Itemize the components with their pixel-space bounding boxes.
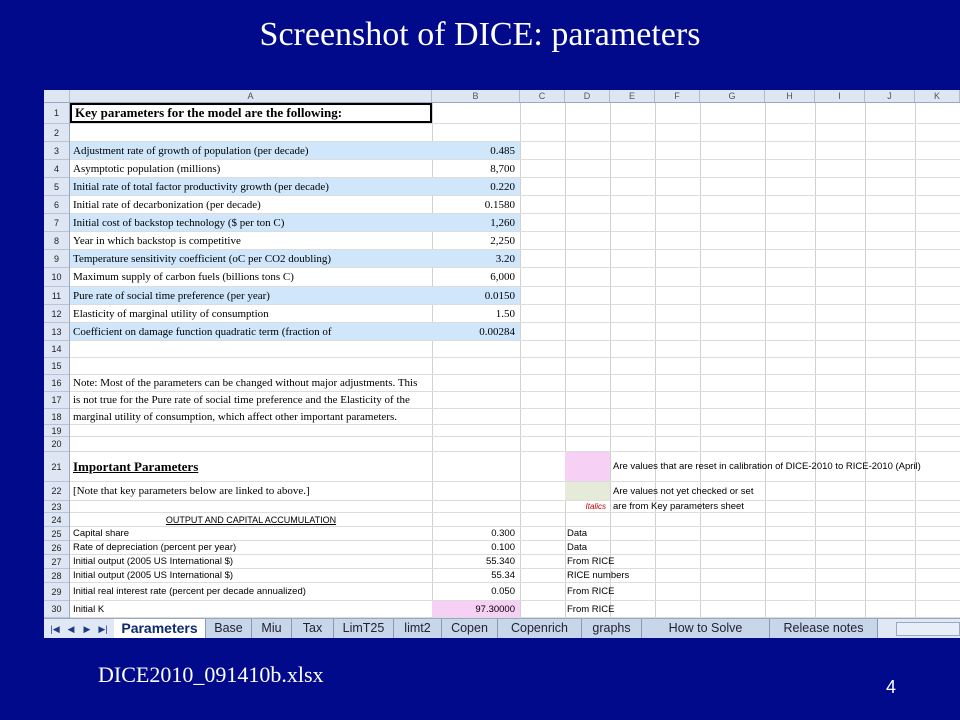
last-sheet-icon[interactable]: ▶| <box>98 624 108 634</box>
table-row <box>70 501 960 513</box>
cell-grid[interactable] <box>70 103 960 618</box>
prev-sheet-icon[interactable]: ◀ <box>67 624 75 634</box>
output-label[interactable]: Initial output (2005 US International $) <box>73 556 234 567</box>
output-value[interactable]: 55.34 <box>491 570 515 581</box>
note-line[interactable]: is not true for the Pure rate of social time preference and the Elasticity of the <box>73 394 410 406</box>
table-row <box>70 196 960 214</box>
table-row <box>70 541 960 555</box>
column-header-e[interactable]: E <box>610 90 655 102</box>
column-header-bar <box>44 90 960 103</box>
row-header-bar <box>44 103 70 618</box>
legend-pink-text[interactable]: Are values that are reset in calibration of DICE-2010 to RICE-2010 (April) <box>613 461 921 472</box>
tab-graphs[interactable]: graphs <box>582 619 642 638</box>
table-row <box>70 323 960 341</box>
output-label[interactable]: Initial output (2005 US International $) <box>73 570 234 581</box>
param-value[interactable]: 3.20 <box>432 250 520 267</box>
param-value[interactable]: 1.50 <box>495 307 515 320</box>
param-value[interactable]: 8,700 <box>490 162 515 175</box>
select-all-corner[interactable] <box>44 90 70 102</box>
row-header[interactable]: 14 <box>44 341 69 358</box>
row-header[interactable]: 19 <box>44 425 69 437</box>
tab-tax[interactable]: Tax <box>292 619 334 638</box>
output-label[interactable]: Initial K <box>73 603 105 615</box>
row-header[interactable]: 8 <box>44 232 69 250</box>
param-label[interactable]: Elasticity of marginal utility of consumption <box>73 307 269 320</box>
legend-grey-text[interactable]: Are values not yet checked or set <box>613 485 754 497</box>
table-row <box>70 124 960 142</box>
row-header[interactable]: 25 <box>44 527 69 541</box>
file-name: DICE2010_091410b.xlsx <box>98 662 324 687</box>
legend-italics-text[interactable]: are from Key parameters sheet <box>613 501 744 512</box>
table-row <box>70 437 960 452</box>
output-value[interactable]: 0.050 <box>491 586 515 597</box>
output-label[interactable]: Rate of depreciation (percent per year) <box>73 542 237 553</box>
row-header[interactable]: 17 <box>44 392 69 409</box>
tab-base[interactable]: Base <box>206 619 252 638</box>
param-value[interactable]: 0.220 <box>432 178 520 195</box>
row-header[interactable]: 20 <box>44 437 69 452</box>
row-header[interactable]: 22 <box>44 482 69 501</box>
output-label[interactable]: Initial real interest rate (percent per decade annualized) <box>73 586 306 597</box>
param-label[interactable]: Pure rate of social time preference (per year) <box>70 287 432 304</box>
table-row <box>70 160 960 178</box>
output-source[interactable]: Data <box>567 542 588 553</box>
tab-copenrich[interactable]: Copenrich <box>498 619 582 638</box>
column-header-j[interactable]: J <box>865 90 915 102</box>
row-header[interactable]: 21 <box>44 452 69 482</box>
param-label[interactable]: Asymptotic population (millions) <box>73 162 221 175</box>
param-label[interactable]: Initial rate of total factor productivity growth (per decade) <box>70 178 432 195</box>
param-value[interactable]: 0.00284 <box>432 323 520 340</box>
linked-note[interactable]: [Note that key parameters below are linked to above.] <box>73 485 310 497</box>
output-source[interactable]: RICE numbers <box>567 570 630 581</box>
slide-title: Screenshot of DICE: parameters <box>259 16 701 53</box>
sheet-tab-bar <box>44 618 960 638</box>
column-header-c[interactable]: C <box>520 90 565 102</box>
table-row <box>70 425 960 437</box>
table-row <box>70 452 960 482</box>
table-row <box>70 583 960 601</box>
row-header[interactable]: 15 <box>44 358 69 375</box>
legend-italics-label[interactable]: Italics <box>585 502 606 511</box>
row-header[interactable]: 11 <box>44 287 69 305</box>
tab-limt2[interactable]: limt2 <box>394 619 442 638</box>
row-header[interactable]: 30 <box>44 601 69 618</box>
table-row <box>70 232 960 250</box>
row-header[interactable]: 10 <box>44 268 69 287</box>
tab-how-to-solve[interactable]: How to Solve <box>642 619 770 638</box>
table-row <box>70 392 960 409</box>
row-header[interactable]: 26 <box>44 541 69 555</box>
table-row <box>70 305 960 323</box>
row-header[interactable]: 3 <box>44 142 69 160</box>
param-label[interactable]: Temperature sensitivity coefficient (oC per CO2 doubling) <box>70 250 432 267</box>
column-header-i[interactable]: I <box>815 90 865 102</box>
output-value[interactable]: 0.100 <box>491 542 515 553</box>
tab-miu[interactable]: Miu <box>252 619 292 638</box>
table-row <box>70 358 960 375</box>
row-header[interactable]: 5 <box>44 178 69 196</box>
table-row <box>70 601 960 618</box>
first-sheet-icon[interactable]: |◀ <box>50 624 60 634</box>
row-header[interactable]: 12 <box>44 305 69 323</box>
row-header[interactable]: 9 <box>44 250 69 268</box>
slide-number: 4 <box>886 677 897 697</box>
row-header[interactable]: 24 <box>44 513 69 527</box>
param-label[interactable]: Initial rate of decarbonization (per decade) <box>73 198 261 211</box>
row-header[interactable]: 6 <box>44 196 69 214</box>
row-header[interactable]: 4 <box>44 160 69 178</box>
tab-parameters[interactable]: Parameters <box>114 619 206 638</box>
row-header[interactable]: 16 <box>44 375 69 392</box>
table-row <box>70 250 960 268</box>
column-header-b[interactable]: B <box>432 90 520 102</box>
param-value[interactable]: 0.1580 <box>484 198 515 211</box>
output-source[interactable]: Data <box>567 528 588 539</box>
legend-pink-swatch[interactable] <box>565 452 610 481</box>
note-line[interactable]: marginal utility of consumption, which affect other important parameters. <box>73 410 398 423</box>
table-row <box>70 375 960 392</box>
row-header[interactable]: 13 <box>44 323 69 341</box>
param-value[interactable]: 2,250 <box>490 234 515 247</box>
tab-limt25[interactable]: LimT25 <box>334 619 394 638</box>
sheet-heading[interactable]: Key parameters for the model are the following: <box>70 103 432 123</box>
table-row <box>70 513 960 527</box>
param-label[interactable]: Maximum supply of carbon fuels (billions tons C) <box>73 271 294 283</box>
legend-grey-swatch[interactable] <box>565 482 610 500</box>
column-header-h[interactable]: H <box>765 90 815 102</box>
param-label[interactable]: Initial cost of backstop technology ($ per ton C) <box>70 214 432 231</box>
output-value[interactable]: 97.30000 <box>432 601 520 617</box>
table-row <box>70 103 960 124</box>
param-label[interactable]: Coefficient on damage function quadratic term (fraction of <box>70 323 432 340</box>
param-value[interactable]: 0.485 <box>432 142 520 159</box>
row-header[interactable]: 7 <box>44 214 69 232</box>
horizontal-scrollbar[interactable] <box>896 622 960 636</box>
table-row <box>70 142 960 160</box>
column-header-k[interactable]: K <box>915 90 960 102</box>
param-label[interactable]: Adjustment rate of growth of population (per decade) <box>70 142 432 159</box>
table-row <box>70 214 960 232</box>
table-row <box>70 268 960 287</box>
section-heading[interactable]: OUTPUT AND CAPITAL ACCUMULATION <box>165 514 337 525</box>
tab-copen[interactable]: Copen <box>442 619 498 638</box>
column-header-d[interactable]: D <box>565 90 610 102</box>
important-heading[interactable]: Important Parameters <box>73 458 199 474</box>
row-header[interactable]: 18 <box>44 409 69 425</box>
column-header-f[interactable]: F <box>655 90 700 102</box>
output-value[interactable]: 0.300 <box>491 528 515 539</box>
table-row <box>70 409 960 425</box>
row-header[interactable]: 28 <box>44 569 69 583</box>
table-row <box>70 527 960 541</box>
param-value[interactable]: 0.0150 <box>432 287 520 304</box>
note-line[interactable]: Note: Most of the parameters can be changed without major adjustments. This <box>73 377 418 389</box>
output-value[interactable]: 55.340 <box>485 556 515 567</box>
param-value[interactable]: 1,260 <box>432 214 520 231</box>
param-label[interactable]: Year in which backstop is competitive <box>73 234 241 247</box>
output-source[interactable]: From RICE <box>567 556 615 567</box>
param-value[interactable]: 6,000 <box>490 271 515 283</box>
next-sheet-icon[interactable]: ▶ <box>83 624 91 634</box>
row-header[interactable]: 1 <box>44 103 69 124</box>
output-source[interactable]: From RICE <box>567 603 615 615</box>
row-header[interactable]: 23 <box>44 501 69 513</box>
table-row <box>70 482 960 501</box>
column-header-a[interactable]: A <box>70 90 432 102</box>
row-header[interactable]: 27 <box>44 555 69 569</box>
table-row <box>70 569 960 583</box>
spreadsheet-screenshot <box>44 90 960 638</box>
tab-release-notes[interactable]: Release notes <box>770 619 878 638</box>
column-header-g[interactable]: G <box>700 90 765 102</box>
table-row <box>70 287 960 305</box>
output-source[interactable]: From RICE <box>567 586 615 597</box>
table-row <box>70 341 960 358</box>
row-header[interactable]: 29 <box>44 583 69 601</box>
table-row <box>70 555 960 569</box>
table-row <box>70 178 960 196</box>
row-header[interactable]: 2 <box>44 124 69 142</box>
output-label[interactable]: Capital share <box>73 528 129 539</box>
